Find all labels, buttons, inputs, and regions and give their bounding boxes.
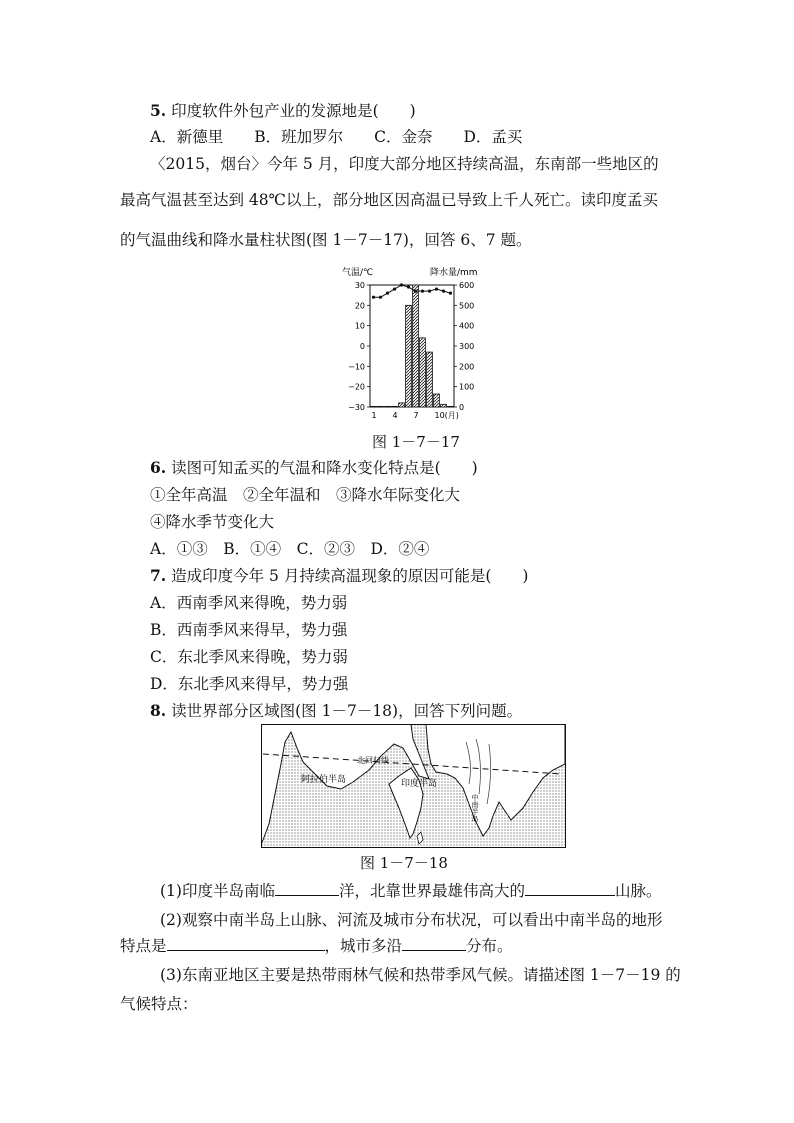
q7-option-d: D．东北季风来得早，势力强: [150, 675, 349, 693]
map-label-indochina: 中南半岛: [471, 794, 479, 822]
x-tick-label: 7: [413, 411, 419, 420]
precip-bar: [406, 305, 412, 407]
q8-blank-cities[interactable]: [402, 936, 466, 951]
passage-line-2: 最高气温甚至达到 48℃以上，部分地区因高温已导致上千人死亡。读印度孟买: [120, 191, 658, 209]
q8-blank-mountain[interactable]: [525, 881, 615, 896]
passage-line-3: 的气温曲线和降水量柱状图(图 1－7－17)，回答 6、7 题。: [120, 231, 532, 249]
q8-part-2-line-2: [120, 936, 513, 956]
precip-bar: [427, 352, 433, 407]
precip-tick-label: 200: [459, 362, 475, 372]
q7-number: 7.: [150, 566, 167, 585]
temp-point: [386, 292, 389, 295]
passage-line-1: 〈2015，烟台〉今年 5 月，印度大部分地区持续高温，东南部一些地区的: [150, 155, 659, 173]
q6-items-1: ①全年高温 ②全年温和 ③降水年际变化大: [150, 486, 461, 504]
temp-point: [442, 290, 445, 293]
q8-blank-ocean[interactable]: [275, 881, 339, 896]
map-label-arabia: 阿拉伯半岛: [301, 775, 347, 785]
precip-tick-label: 500: [459, 301, 475, 311]
q7-option-b: B．西南季风来得早，势力强: [150, 621, 348, 639]
q8-p2-text-b: 特点是: [120, 937, 167, 955]
q8-part-3-line-1: (3)东南亚地区主要是热带雨林气候和热带季风气候。请描述图 1－7－19 的: [160, 966, 681, 984]
q6-items-2: ④降水季节变化大: [150, 513, 275, 531]
map-label-tropic: 北回归线: [357, 756, 389, 765]
q8-stem-text: 读世界部分区域图(图 1－7－18)，回答下列问题。: [171, 702, 523, 720]
temp-line: [374, 285, 451, 297]
temp-tick-label: −20: [348, 382, 365, 392]
precip-bar: [441, 404, 447, 407]
precip-tick-label: 600: [459, 281, 475, 290]
precip-bar: [448, 406, 454, 407]
precip-bar: [392, 406, 398, 407]
q8-stem: [150, 701, 522, 721]
region-map: [261, 724, 566, 848]
q5-number: 5.: [150, 101, 167, 120]
q6-stem-text: 读图可知孟买的气温和降水变化特点是( ): [171, 459, 478, 477]
x-tick-label: 4: [392, 411, 398, 420]
map-label-india: 印度半岛: [401, 779, 438, 789]
precip-bar: [371, 406, 377, 407]
q8-part-2-line-1: (2)观察中南半岛上山脉、河流及城市分布状况，可以看出中南半岛的地形: [160, 911, 663, 929]
temp-point: [428, 290, 431, 293]
temp-tick-label: −30: [348, 403, 365, 412]
temp-tick-label: 0: [359, 342, 365, 351]
precip-tick-label: 400: [459, 321, 475, 331]
q8-p1-text-b: 洋，北靠世界最雄伟高大的: [338, 882, 525, 900]
precip-tick-label: 300: [459, 342, 475, 351]
x-tick-label: 1: [371, 411, 377, 420]
q7-stem-text: 造成印度今年 5 月持续高温现象的原因可能是( ): [171, 567, 529, 585]
temp-point: [372, 296, 375, 299]
temp-tick-label: 10: [354, 321, 365, 331]
temp-point: [407, 285, 410, 288]
temp-point: [421, 290, 424, 293]
q8-number: 8.: [150, 701, 167, 720]
q8-p1-text-c: 山脉。: [614, 882, 662, 900]
figure-18-caption: 图 1－7－18: [360, 854, 448, 872]
q8-p2-text-c: ，城市多沿: [324, 937, 403, 955]
temp-point: [393, 287, 396, 290]
precip-bar: [420, 338, 426, 407]
x-tick-label: 10(月): [434, 411, 459, 420]
q8-part-1: [160, 881, 662, 901]
precip-bar: [399, 403, 405, 407]
q5-options: A．新德里 B．班加罗尔 C．金奈 D．孟买: [150, 128, 523, 146]
q7-option-c: C．东北季风来得晚，势力弱: [150, 648, 348, 666]
chart-precip-axis-label: 降水量/mm: [430, 268, 478, 278]
temp-tick-label: 30: [354, 281, 365, 290]
chart-frame: [370, 285, 454, 407]
figure-17-caption: 图 1－7－17: [372, 433, 460, 451]
temp-point: [435, 287, 438, 290]
q8-p1-text-a: (1)印度半岛南临: [160, 882, 275, 900]
temp-point: [379, 296, 382, 299]
temp-point: [449, 292, 452, 295]
precip-tick-label: 100: [459, 382, 475, 392]
q5-stem-text: 印度软件外包产业的发源地是( ): [171, 102, 416, 120]
q6-stem: [150, 458, 478, 478]
chart-temp-axis-label: 气温/℃: [342, 268, 374, 278]
q7-stem: [150, 566, 528, 586]
q8-p2-text-d: 分布。: [466, 937, 513, 955]
temp-tick-label: −10: [348, 362, 365, 372]
climate-chart: [340, 265, 490, 420]
precip-bar: [434, 394, 440, 407]
precip-tick-label: 0: [459, 403, 465, 412]
q5-stem: [150, 101, 416, 121]
q8-part-3-line-2: 气候特点：: [120, 995, 198, 1013]
q8-blank-terrain[interactable]: [167, 936, 325, 951]
temp-tick-label: 20: [354, 301, 365, 311]
precip-bar: [385, 406, 391, 407]
precip-bar: [413, 285, 419, 407]
temp-point: [414, 290, 417, 293]
temp-point: [400, 283, 403, 286]
q6-options: A．①③ B．①④ C．②③ D．②④: [150, 540, 430, 558]
precip-bar: [378, 406, 384, 407]
q6-number: 6.: [150, 458, 167, 477]
q7-option-a: A．西南季风来得晚，势力弱: [150, 594, 348, 612]
